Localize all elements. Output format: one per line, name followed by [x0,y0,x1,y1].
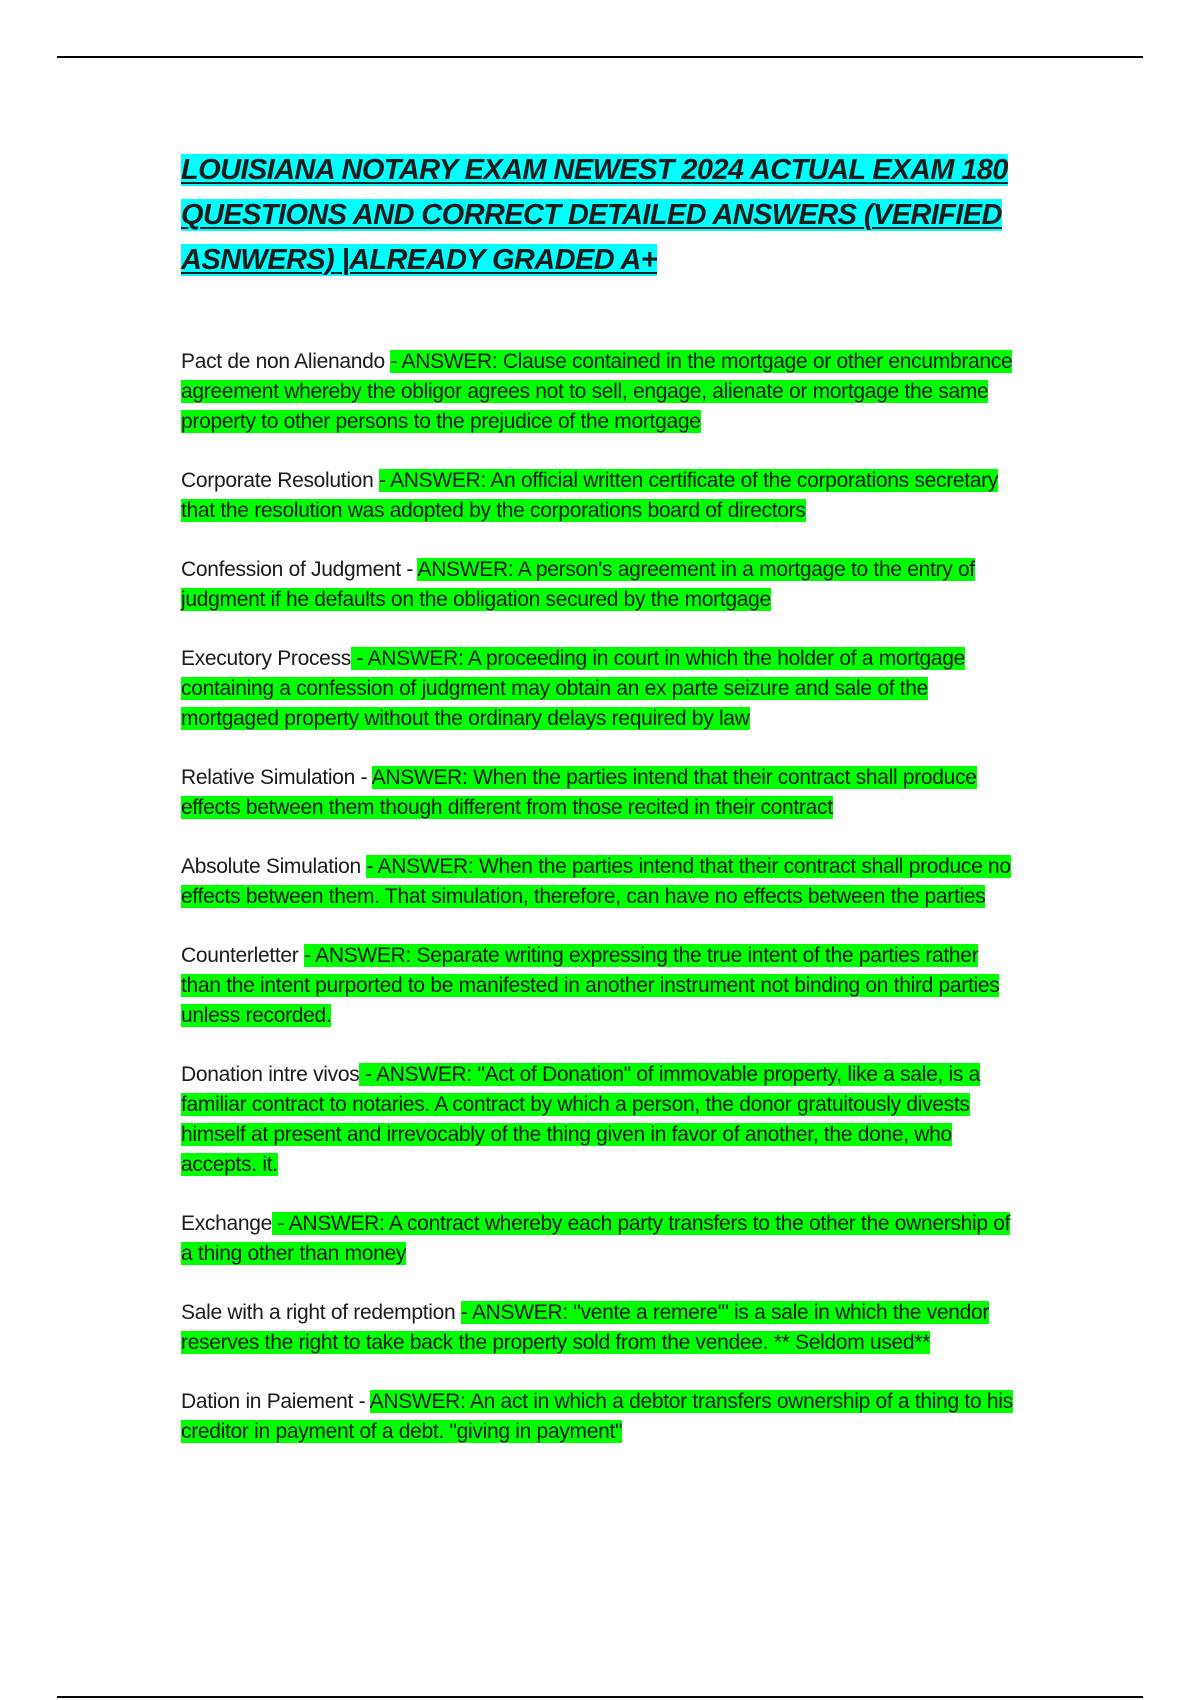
qa-entry [181,644,1021,734]
answer: ANSWER: An act in which a debtor transfers ownership of a thing to his creditor in payment of a debt. "giving in payment" [181,1390,1013,1443]
term: Dation in Paiement [181,1390,354,1413]
term: Confession of Judgment [181,558,401,581]
qa-entry [181,1209,1021,1269]
qa-entry [181,555,1021,615]
answer: - ANSWER: A proceeding in court in which the holder of a mortgage containing a confession of judgment may obtain an ex parte seizure and sale of the mortgaged property without the ordinary delays required by law [181,647,966,730]
document-title [181,148,1021,283]
answer: - ANSWER: An official written certificate of the corporations secretary that the resolution was adopted by the corporations board of directors [181,469,999,522]
answer: - ANSWER: When the parties intend that their contract shall produce no effects between them. That simulation, therefore, can have no effects between the parties [181,855,1011,908]
qa-entry [181,763,1021,823]
document-body [181,148,1021,1476]
answer: - ANSWER: Separate writing expressing the true intent of the parties rather than the intent purported to be manifested in another instrument not binding on third parties unless recorded. [181,944,1000,1027]
term: Relative Simulation [181,766,356,789]
term: Counterletter [181,944,299,967]
bottom-rule [57,1696,1143,1698]
top-rule [57,56,1143,58]
term: Exchange [181,1212,273,1235]
answer: - ANSWER: A contract whereby each party transfers to the other the ownership of a thing other than money [181,1212,1011,1265]
document-title-text: LOUISIANA NOTARY EXAM NEWEST 2024 ACTUAL EXAM 180 QUESTIONS AND CORRECT DETAILED ANSWERS (VERIFIED ASNWERS) |ALREADY GRADED A+ [181,154,1008,276]
answer: - ANSWER: "Act of Donation" of immovable property, like a sale, is a familiar contract to notaries. A contract by which a person, the donor gratuitously divests himself at present and irrevocably of the thing given in favor of another, the done, who accepts. it. [181,1063,981,1176]
term: Pact de non Alienando [181,350,385,373]
qa-list [181,347,1021,1447]
qa-entry [181,1387,1021,1447]
qa-entry [181,347,1021,437]
answer: - ANSWER: "vente a remere'" is a sale in which the vendor reserves the right to take back the property sold from the vendee. ** Seldom used** [181,1301,990,1354]
term: Absolute Simulation [181,855,361,878]
qa-entry [181,466,1021,526]
answer: - ANSWER: Clause contained in the mortgage or other encumbrance agreement whereby the obligor agrees not to sell, engage, alienate or mortgage the same property to other persons to the prejudice of the mortgage [181,350,1013,433]
term: Executory Process [181,647,351,670]
term: Sale with a right of redemption [181,1301,456,1324]
qa-entry [181,1298,1021,1358]
term: Corporate Resolution [181,469,374,492]
qa-entry [181,941,1021,1031]
term: Donation intre vivos [181,1063,360,1086]
answer: ANSWER: When the parties intend that their contract shall produce effects between them though different from those recited in their contract [181,766,977,819]
separator: - [353,1390,370,1413]
qa-entry [181,1060,1021,1180]
qa-entry [181,852,1021,912]
separator: - [355,766,372,789]
separator: - [400,558,418,581]
answer: ANSWER: A person's agreement in a mortgage to the entry of judgment if he defaults on the obligation secured by the mortgage [181,558,975,611]
